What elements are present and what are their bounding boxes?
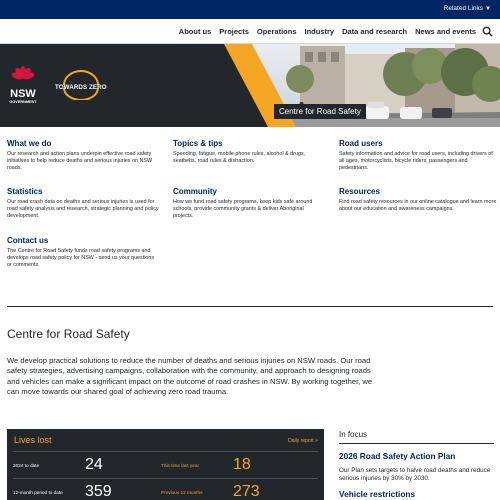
focus-link-vehicle-restrictions[interactable]: Vehicle restrictions bbox=[339, 489, 416, 499]
focus-link-action-plan[interactable]: 2026 Road Safety Action Plan bbox=[339, 451, 456, 461]
stat-value: 359 bbox=[85, 483, 112, 500]
link-community bbox=[173, 187, 325, 221]
nav-data-and-research[interactable]: Data and research bbox=[342, 27, 408, 36]
link-title[interactable]: What we do bbox=[7, 139, 52, 148]
link-title[interactable]: Resources bbox=[339, 187, 380, 196]
link-desc: Safety information and advice for road users, including drivers of all ages, motorcyclists, bicycle riders, passengers and pedestrians. bbox=[339, 151, 493, 172]
main-navbar bbox=[0, 19, 500, 44]
link-resources bbox=[339, 187, 497, 213]
stat-compare-value: 18 bbox=[233, 456, 251, 473]
link-desc: Our research and action plans underpin effective road safety initiatives to help reduce deaths and serious injuries on NSW roads. bbox=[7, 151, 153, 172]
nav-operations[interactable]: Operations bbox=[256, 27, 297, 36]
lives-lost-title: Lives lost bbox=[14, 435, 52, 445]
lives-lost-panel bbox=[7, 429, 324, 500]
quick-links bbox=[0, 133, 500, 288]
nav-industry[interactable]: Industry bbox=[304, 27, 335, 36]
link-contact-us bbox=[7, 236, 157, 270]
stat-compare-label: Previous 12 months bbox=[161, 490, 203, 495]
link-desc: Find road safety resources in our online catalogue and learn more about our education and awareness campaigns. bbox=[339, 199, 497, 213]
link-title[interactable]: Contact us bbox=[7, 236, 49, 245]
nsw-government-logo[interactable] bbox=[6, 66, 40, 106]
section-divider bbox=[7, 306, 493, 307]
nav-news-and-events[interactable]: News and events bbox=[415, 27, 476, 36]
link-what-we-do bbox=[7, 139, 165, 173]
intro-paragraph: We develop practical solutions to reduce the number of deaths and serious injuries on NSW roads. Our road safety strategies, advertising campaigns, collaboration with the community, and approach to designing roads and vehicles can make a significant impact on the outcome of road crashes in NSW. By working together, we can move towards our shared goal of achieving zero road trauma. bbox=[7, 356, 373, 396]
link-statistics bbox=[7, 187, 165, 221]
link-desc: The Centre for Road Safety funds road safety programs and develops road safety policy for NSW - send us your questions or comments. bbox=[7, 248, 155, 269]
search-icon[interactable] bbox=[482, 26, 493, 37]
top-bar bbox=[0, 0, 500, 19]
lives-row-12-month bbox=[7, 483, 324, 500]
page-title: Centre for Road Safety bbox=[7, 327, 130, 341]
in-focus-heading: In focus bbox=[339, 430, 368, 439]
hero-caption: Centre for Road Safety bbox=[274, 104, 366, 119]
link-title[interactable]: Statistics bbox=[7, 187, 43, 196]
stat-compare-label: This time last year bbox=[161, 463, 200, 468]
link-desc: Speeding, fatigue, mobile phone rules, alcohol & drugs, seatbelts, road rules & distraction. bbox=[173, 151, 306, 165]
caret-down-icon: ▼ bbox=[485, 5, 491, 12]
nav-about-us[interactable]: About us bbox=[178, 27, 212, 36]
link-title[interactable]: Topics & tips bbox=[173, 139, 223, 148]
main-nav bbox=[179, 19, 476, 44]
lives-row-year bbox=[7, 456, 324, 476]
link-title[interactable]: Community bbox=[173, 187, 217, 196]
stat-compare-value: 273 bbox=[233, 483, 260, 500]
in-focus-divider bbox=[339, 443, 494, 444]
nsw-word: NSW bbox=[10, 88, 36, 100]
stat-label: 2024 to date bbox=[13, 463, 40, 468]
related-links-label: Related Links bbox=[443, 5, 484, 12]
focus-desc-action-plan: Our Plan sets targets to halve road deaths and reduce serious injuries by 30% by 2030. bbox=[339, 467, 491, 483]
daily-report-link[interactable]: Daily report > bbox=[288, 438, 318, 444]
link-road-users bbox=[339, 139, 497, 173]
nav-projects[interactable]: Projects bbox=[219, 27, 249, 36]
lives-divider bbox=[13, 478, 318, 479]
nsw-sub: GOVERNMENT bbox=[9, 100, 37, 104]
towards-zero-text: TOWARDS ZERO bbox=[55, 84, 107, 91]
stat-value: 24 bbox=[85, 456, 103, 473]
related-links-toggle[interactable] bbox=[444, 5, 491, 12]
stat-label: 12-month period to date bbox=[13, 490, 63, 495]
link-topics-tips bbox=[173, 139, 323, 165]
link-title[interactable]: Road users bbox=[339, 139, 383, 148]
link-desc: Our road crash data on deaths and serious injuries is used for road safety analysis and research, strategic planning and policy development. bbox=[7, 199, 159, 220]
link-desc: How we fund road safety programs, keep kids safe around schools, provide community grants & deliver Aboriginal projects. bbox=[173, 199, 313, 220]
lives-divider bbox=[13, 451, 318, 452]
